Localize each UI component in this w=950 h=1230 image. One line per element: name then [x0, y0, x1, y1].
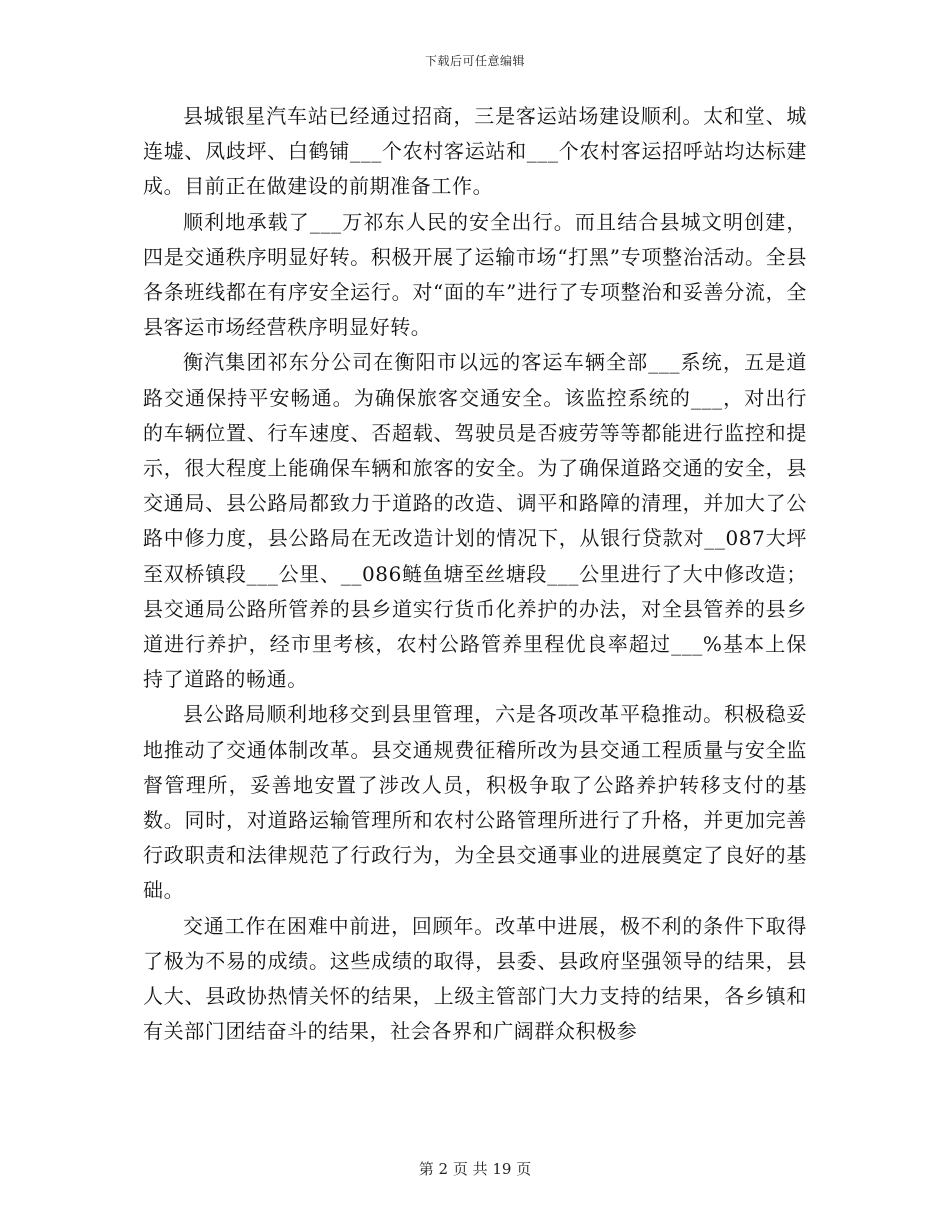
paragraph-2: 顺利地承载了___万祁东人民的安全出行。而且结合县城文明创建，四是交通秩序明显好转。积极开展了运输市场“打黑”专项整治活动。全县各条班线都在有序安全运行。对“面的车”进行了专项整治和妥善分流，全县客运市场经营秩序明显好转。: [143, 209, 807, 340]
paragraph-3: 衡汽集团祁东分公司在衡阳市以远的客运车辆全部___系统，五是道路交通保持平安畅通。为确保旅客交通安全。该监控系统的___，对出行的车辆位置、行车速度、否超载、驾驶员是否疲劳等等都能进行监控和提示，很大程度上能确保车辆和旅客的安全。为了确保道路交通的安全，县交通局、县公路局都致力于道路的改造、调平和路障的清理，并加大了公路中修力度，县公路局在无改造计划的情况下，从银行贷款对__087大坪至双桥镇段___公里、__086鲢鱼塘至丝塘段___公里进行了大中修改造；县交通局公路所管养的县乡道实行货币化养护的办法，对全县管养的县乡道进行养护，经市里考核，农村公路管养里程优良率超过___%基本上保持了道路的畅通。: [143, 350, 807, 692]
body-text: [143, 99, 807, 1049]
paragraph-5: 交通工作在困难中前进，回顾年。改革中进展，极不利的条件下取得了极为不易的成绩。这些成绩的取得，县委、县政府坚强领导的结果，县人大、县政协热情关怀的结果，上级主管部门大力支持的结果，各乡镇和有关部门团结奋斗的结果，社会各界和广阔群众积极参: [143, 913, 807, 1044]
page-header: 下载后可任意编辑: [424, 54, 525, 68]
paragraph-1: 县城银星汽车站已经通过招商，三是客运站场建设顺利。太和堂、城连墟、凤歧坪、白鹤铺___个农村客运站和___个农村客运招呼站均达标建成。目前正在做建设的前期准备工作。: [143, 104, 807, 199]
paragraph-4: 县公路局顺利地移交到县里管理，六是各项改革平稳推动。积极稳妥地推动了交通体制改革。县交通规费征稽所改为县交通工程质量与安全监督管理所，妥善地安置了涉改人员，积极争取了公路养护转移支付的基数。同时，对道路运输管理所和农村公路管理所进行了升格，并更加完善行政职责和法律规范了行政行为，为全县交通事业的进展奠定了良好的基础。: [143, 702, 807, 903]
page-footer: 第 2 页 共 19 页: [418, 1160, 532, 1178]
